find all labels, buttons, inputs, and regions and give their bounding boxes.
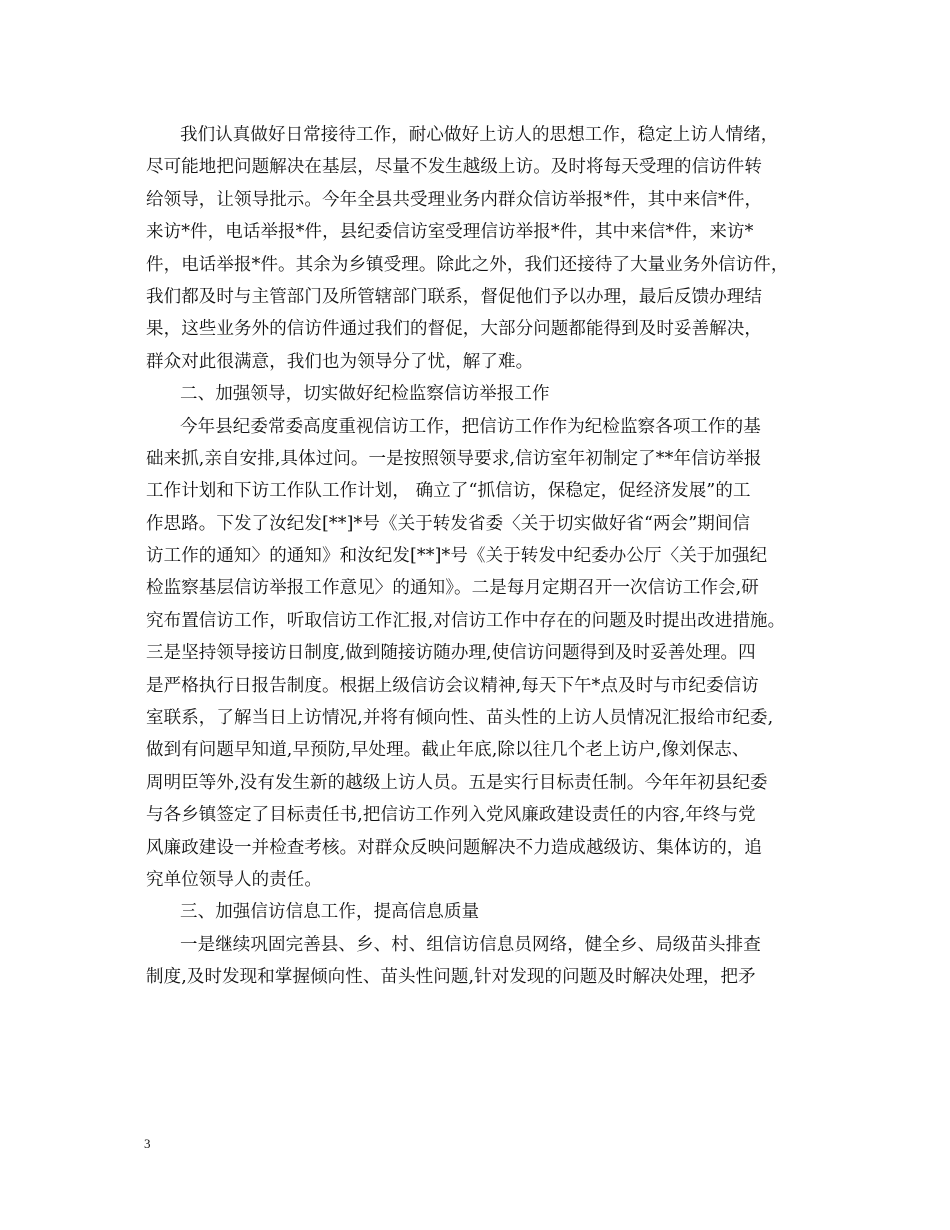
- text-line: 件，电话举报*件。其余为乡镇受理。除此之外，我们还接待了大量业务外信访件，: [146, 254, 789, 275]
- text-line: 给领导，让领导批示。今年全县共受理业务内群众信访举报*件，其中来信*件，: [146, 189, 763, 210]
- text-line: 做到有问题早知道,早预防,早处理。截止年底,除以往几个老上访户,像刘保志、: [146, 740, 750, 761]
- text-line: 制度,及时发现和掌握倾向性、苗头性问题,针对发现的问题及时解决处理，把矛: [146, 967, 756, 988]
- text-line: 三是坚持领导接访日制度,做到随接访随办理,使信访问题得到及时妥善处理。四: [146, 643, 756, 664]
- body-text: [146, 119, 826, 994]
- text-line: 一是继续巩固完善县、乡、村、组信访信息员网络，健全乡、局级苗头排查: [180, 934, 761, 955]
- text-line: 周明臣等外,没有发生新的越级上访人员。五是实行目标责任制。今年年初县纪委: [146, 772, 768, 793]
- text-line: 与各乡镇签定了目标责任书,把信访工作列入党风廉政建设责任的内容,年终与党: [146, 805, 756, 826]
- text-line: 风廉政建设一并检查考核。对群众反映问题解决不力造成越级访、集体访的，追: [146, 837, 762, 858]
- text-line: 究布置信访工作，听取信访工作汇报,对信访工作中存在的问题及时提出改进措施。: [146, 610, 786, 631]
- text-line: 究单位领导人的责任。: [146, 869, 322, 890]
- text-line: 检监察基层信访举报工作意见〉的通知》。二是每月定期召开一次信访工作会,研: [146, 578, 759, 599]
- text-line: 尽可能地把问题解决在基层，尽量不发生越级上访。及时将每天受理的信访件转: [146, 157, 762, 178]
- text-line: 三、加强信访信息工作，提高信息质量: [180, 902, 480, 923]
- text-line: 二、加强领导，切实做好纪检监察信访举报工作: [180, 384, 550, 405]
- text-line: 是严格执行日报告制度。根据上级信访会议精神,每天下午*点及时与市纪委信访: [146, 675, 759, 696]
- text-line: 础来抓,亲自安排,具体过问。一是按照领导要求,信访室年初制定了**年信访举报: [146, 448, 762, 469]
- text-line: 群众对此很满意，我们也为领导分了忧，解了难。: [146, 351, 534, 372]
- text-line: 我们认真做好日常接待工作，耐心做好上访人的思想工作，稳定上访人情绪，: [180, 125, 779, 145]
- text-line: 工作计划和下访工作队工作计划， 确立了“抓信访，保稳定，促经济发展”的工: [146, 481, 751, 502]
- text-line: 果，这些业务外的信访件通过我们的督促，大部分问题都能得到及时妥善解决，: [146, 319, 762, 340]
- text-line: 访工作的通知〉的通知》和汝纪发[**]*号《关于转发中纪委办公厅〈关于加强纪: [146, 546, 768, 567]
- page-number: 3: [144, 1136, 151, 1151]
- text-line: 来访*件，电话举报*件，县纪委信访室受理信访举报*件，其中来信*件，来访*: [146, 222, 754, 243]
- text-line: 今年县纪委常委高度重视信访工作，把信访工作作为纪检监察各项工作的基: [180, 416, 761, 437]
- text-line: 我们都及时与主管部门及所管辖部门联系，督促他们予以办理，最后反馈办理结: [146, 286, 762, 307]
- text-line: 作思路。下发了汝纪发[**]*号《关于转发省委〈关于切实做好省“两会”期间信: [146, 513, 751, 534]
- text-line: 室联系，了解当日上访情况,并将有倾向性、苗头性的上访人员情况汇报给市纪委,: [146, 708, 774, 729]
